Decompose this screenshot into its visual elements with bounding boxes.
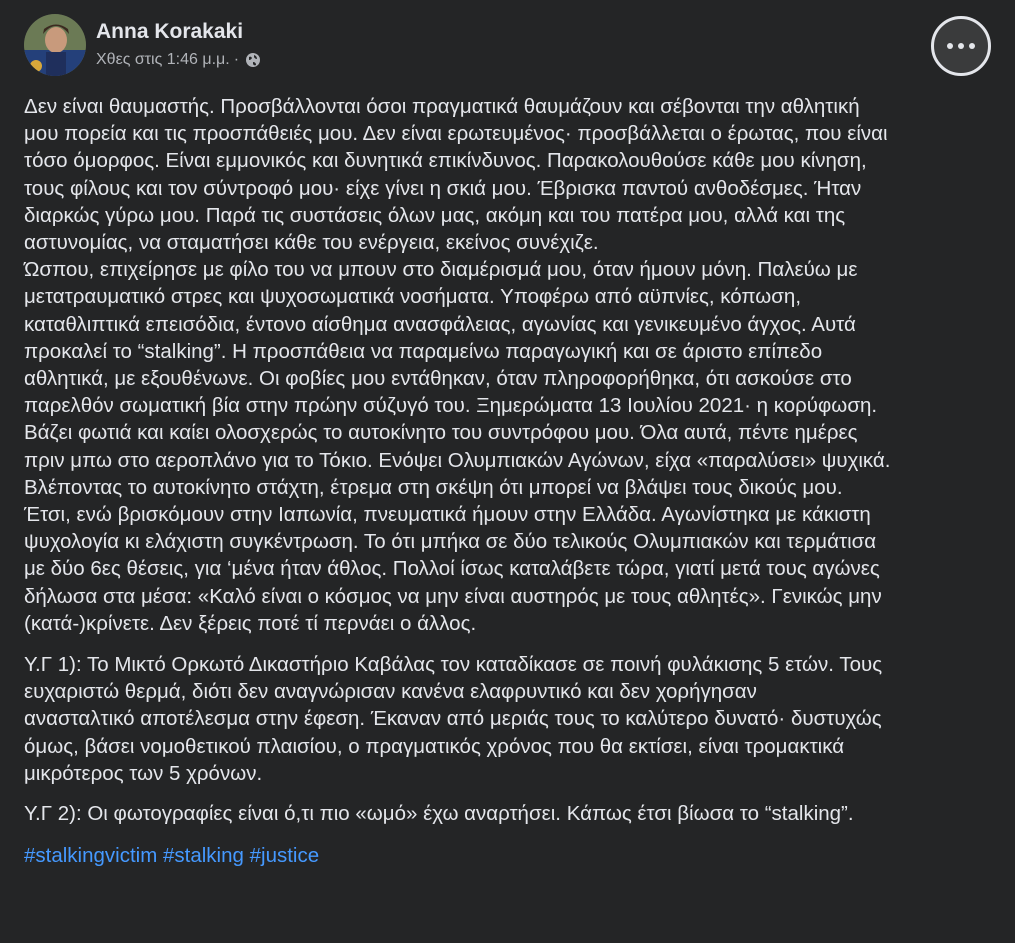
post-timestamp[interactable]: Χθες στις 1:46 μ.μ. [96, 51, 230, 68]
author-name[interactable]: Anna Korakaki [96, 20, 244, 43]
post-meta [96, 51, 261, 69]
post-body [24, 93, 999, 869]
post-paragraph-main: Δεν είναι θαυμαστής. Προσβάλλονται όσοι πραγματικά θαυμάζουν και σέβονται την αθλητική μου πορεία και τις προσπάθειές μου. Δεν είναι ερωτευμένος· προσβάλλεται ο έρωτας, που είναι τόσο όμορφος. Είναι εμμονικός και δυνητικά επικίνδυνος. Παρακολουθούσε κάθε μου κίνηση, τους φίλους και τον σύντροφό μου· είχε γίνει η σκιά μου. Έβρισκα παντού ανθοδέσμες. Ήταν διαρκώς γύρω μου. Παρά τις συστάσεις όλων μας, ακόμη και του πατέρα μου, αλλά και της αστυνομίας, να σταματήσει κάθε του ενέργεια, εκείνος συνέχιζε. Ώσπου, επιχείρησε με φίλο του να μπουν στο διαμέρισμά μου, όταν ήμουν μόνη. Παλεύω με μετατραυματικό στρες και ψυχοσωματικά νοσήματα. Υποφέρω από αϋπνίες, κόπωση, καταθλιπτικά επεισόδια, έντονο αίσθημα ανασφάλειας, αγωνίας και γενικευμένο άγχος. Αυτά προκαλεί το “stalking”. Η προσπάθεια να παραμείνω παραγωγική και σε άριστο επίπεδο αθλητικά, με εξουθένωνε. Οι φοβίες μου εντάθηκαν, όταν πληροφορήθηκα, ότι ασκούσε στο παρελθόν σωματική βία στην πρώην σύζυγό του. Ξημερώματα 13 Ιουλίου 2021· η κορύφωση. Βάζει φωτιά και καίει ολοσχερώς το αυτοκίνητο του συντρόφου μου. Όλα αυτά, πέντε ημέρες πριν μπω στο αεροπλάνο για το Τόκιο. Ενόψει Ολυμπιακών Αγώνων, είχα «παραλύσει» ψυχικά. Βλέποντας το αυτοκίνητο στάχτη, έτρεμα στη σκέψη ότι μπορεί να βλάψει τους δικούς μου. Έτσι, ενώ βρισκόμουν στην Ιαπωνία, πνευματικά ήμουν στην Ελλάδα. Αγωνίστηκα με κάκιστη ψυχολογία κι ελάχιστη συγκέντρωση. Το ότι μπήκα σε δύο τελικούς Ολυμπιακών και τερμάτισα με δύο 6ες θέσεις, για ‘μένα ήταν άθλος. Πολλοί ίσως καταλάβετε τώρα, γιατί μετά τους αγώνες δήλωσα στα μέσα: «Καλό είναι ο κόσμος να μην είναι αυστηρός με τους αθλητές». Γενικώς μην (κατά-)κρίνετε. Δεν ξέρεις ποτέ τί περνάει ο άλλος. [24, 95, 891, 635]
avatar[interactable] [24, 14, 86, 76]
hashtag-link[interactable]: #stalking [163, 844, 244, 868]
more-options-button[interactable] [931, 16, 991, 76]
globe-icon[interactable] [245, 52, 261, 68]
meta-separator: · [233, 51, 240, 68]
more-dots-icon [958, 43, 964, 49]
post-header [24, 14, 984, 78]
hashtag-link[interactable]: #justice [249, 844, 320, 868]
hashtag-link[interactable]: #stalkingvictim [24, 844, 158, 868]
post-paragraph-ps1: Υ.Γ 1): Το Μικτό Ορκωτό Δικαστήριο Καβάλας τον καταδίκασε σε ποινή φυλάκισης 5 ετών. Τους ευχαριστώ θερμά, διότι δεν αναγνώρισαν κανένα ελαφρυντικό και δεν χορήγησαν ανασταλτικό αποτέλεσμα στην έφεση. Έκαναν από μεριάς τους το καλύτερο δυνατό· δυστυχώς όμως, βάσει νομοθετικού πλαισίου, ο πραγματικός χρόνος που θα εκτίσει, είναι τρομακτικά μικρότερος των 5 χρόνων. [24, 653, 883, 785]
more-dots-icon [947, 43, 953, 49]
hashtag-list [24, 842, 999, 869]
more-dots-icon [969, 43, 975, 49]
post-paragraph-ps2: Υ.Γ 2): Οι φωτογραφίες είναι ό,τι πιο «ωμό» έχω αναρτήσει. Κάπως έτσι βίωσα το “stalking”. [24, 802, 854, 826]
